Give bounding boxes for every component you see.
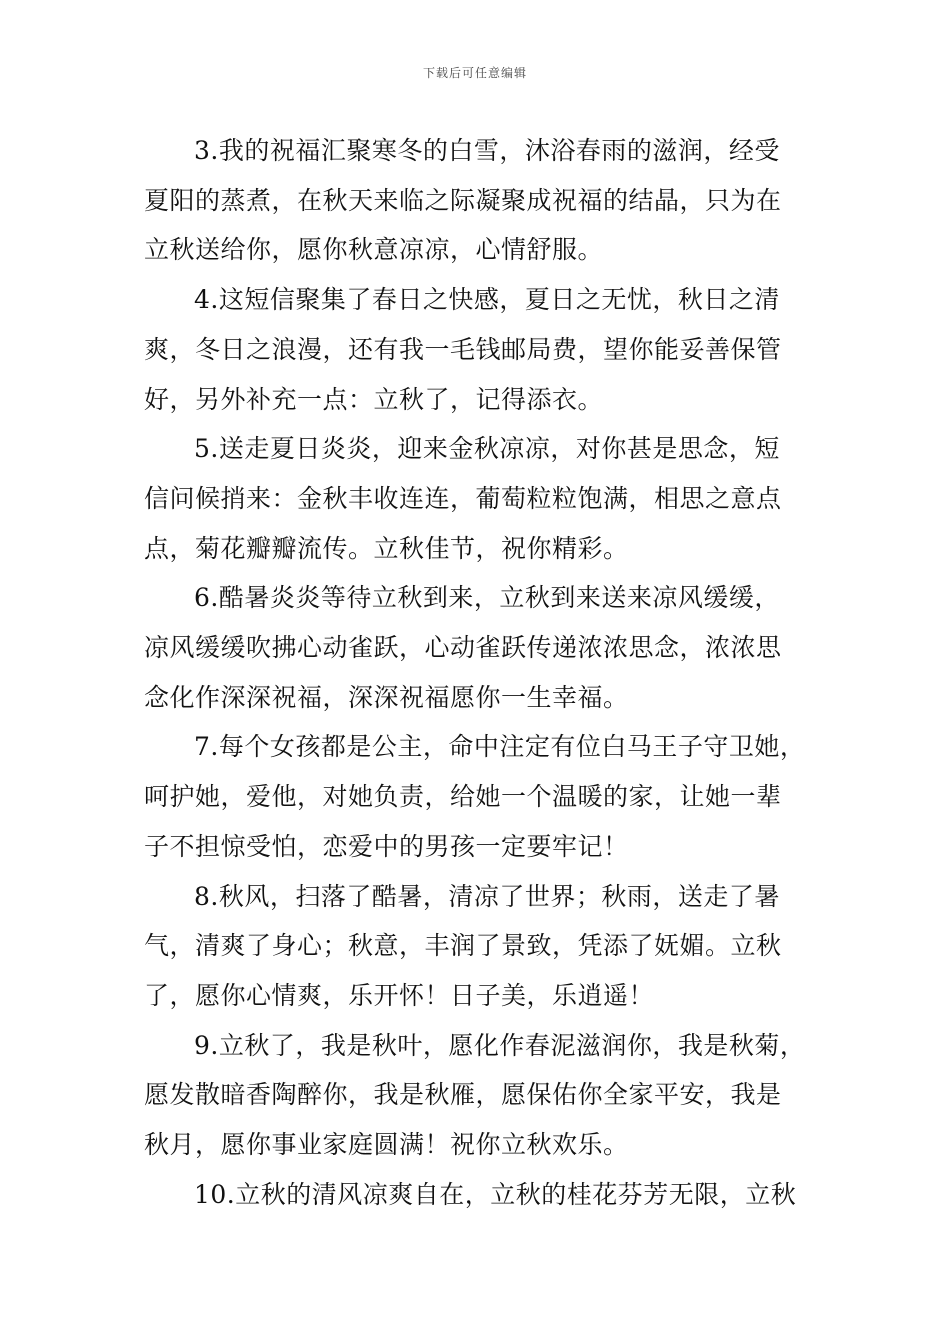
paragraph-line: 凉风缓缓吹拂心动雀跃，心动雀跃传递浓浓思念，浓浓思 <box>144 633 782 663</box>
paragraph-line: 8.秋风，扫落了酷暑，清凉了世界；秋雨，送走了暑 <box>194 881 780 911</box>
paragraph-line: 了，愿你心情爽，乐开怀！日子美，乐逍遥！ <box>144 980 655 1010</box>
paragraph-line: 秋月，愿你事业家庭圆满！祝你立秋欢乐。 <box>144 1130 629 1160</box>
paragraph-7 <box>144 722 808 871</box>
paragraph-8 <box>144 872 808 1021</box>
paragraph-line: 立秋送给你，愿你秋意凉凉，心情舒服。 <box>144 235 604 265</box>
paragraph-line: 气，清爽了身心；秋意，丰润了景致，凭添了妩媚。立秋 <box>144 931 782 961</box>
page-header: 下载后可任意编辑 <box>422 66 527 80</box>
paragraph-line: 信问候捎来：金秋丰收连连，葡萄粒粒饱满，相思之意点 <box>144 483 782 513</box>
paragraph-3 <box>144 126 808 275</box>
paragraph-line: 爽，冬日之浪漫，还有我一毛钱邮局费，望你能妥善保管 <box>144 334 782 364</box>
paragraph-line: 6.酷暑炎炎等待立秋到来，立秋到来送来凉风缓缓， <box>194 583 780 613</box>
paragraph-line: 点，菊花瓣瓣流传。立秋佳节，祝你精彩。 <box>144 533 629 563</box>
paragraph-4 <box>144 275 808 424</box>
paragraph-10 <box>144 1170 808 1220</box>
paragraph-line: 10.立秋的清风凉爽自在，立秋的桂花芬芳无限，立秋 <box>194 1179 797 1209</box>
paragraph-line: 7.每个女孩都是公主，命中注定有位白马王子守卫她， <box>194 732 806 762</box>
paragraph-line: 念化作深深祝福，深深祝福愿你一生幸福。 <box>144 682 629 712</box>
paragraph-line: 5.送走夏日炎炎，迎来金秋凉凉，对你甚是思念，短 <box>194 434 780 464</box>
paragraph-line: 呵护她，爱他，对她负责，给她一个温暖的家，让她一辈 <box>144 782 782 812</box>
paragraph-6 <box>144 573 808 722</box>
paragraph-line: 3.我的祝福汇聚寒冬的白雪，沐浴春雨的滋润，经受 <box>194 136 780 165</box>
paragraph-line: 夏阳的蒸煮，在秋天来临之际凝聚成祝福的结晶，只为在 <box>144 185 782 215</box>
paragraph-line: 愿发散暗香陶醉你，我是秋雁，愿保佑你全家平安，我是 <box>144 1080 782 1110</box>
document-body <box>144 126 808 1219</box>
paragraph-line: 4.这短信聚集了春日之快感，夏日之无忧，秋日之清 <box>194 285 780 315</box>
paragraph-line: 好，另外补充一点：立秋了，记得添衣。 <box>144 384 604 414</box>
paragraph-5 <box>144 424 808 573</box>
paragraph-line: 9.立秋了，我是秋叶，愿化作春泥滋润你，我是秋菊， <box>194 1030 806 1060</box>
paragraph-9 <box>144 1021 808 1170</box>
paragraph-line: 子不担惊受怕，恋爱中的男孩一定要牢记！ <box>144 831 629 861</box>
